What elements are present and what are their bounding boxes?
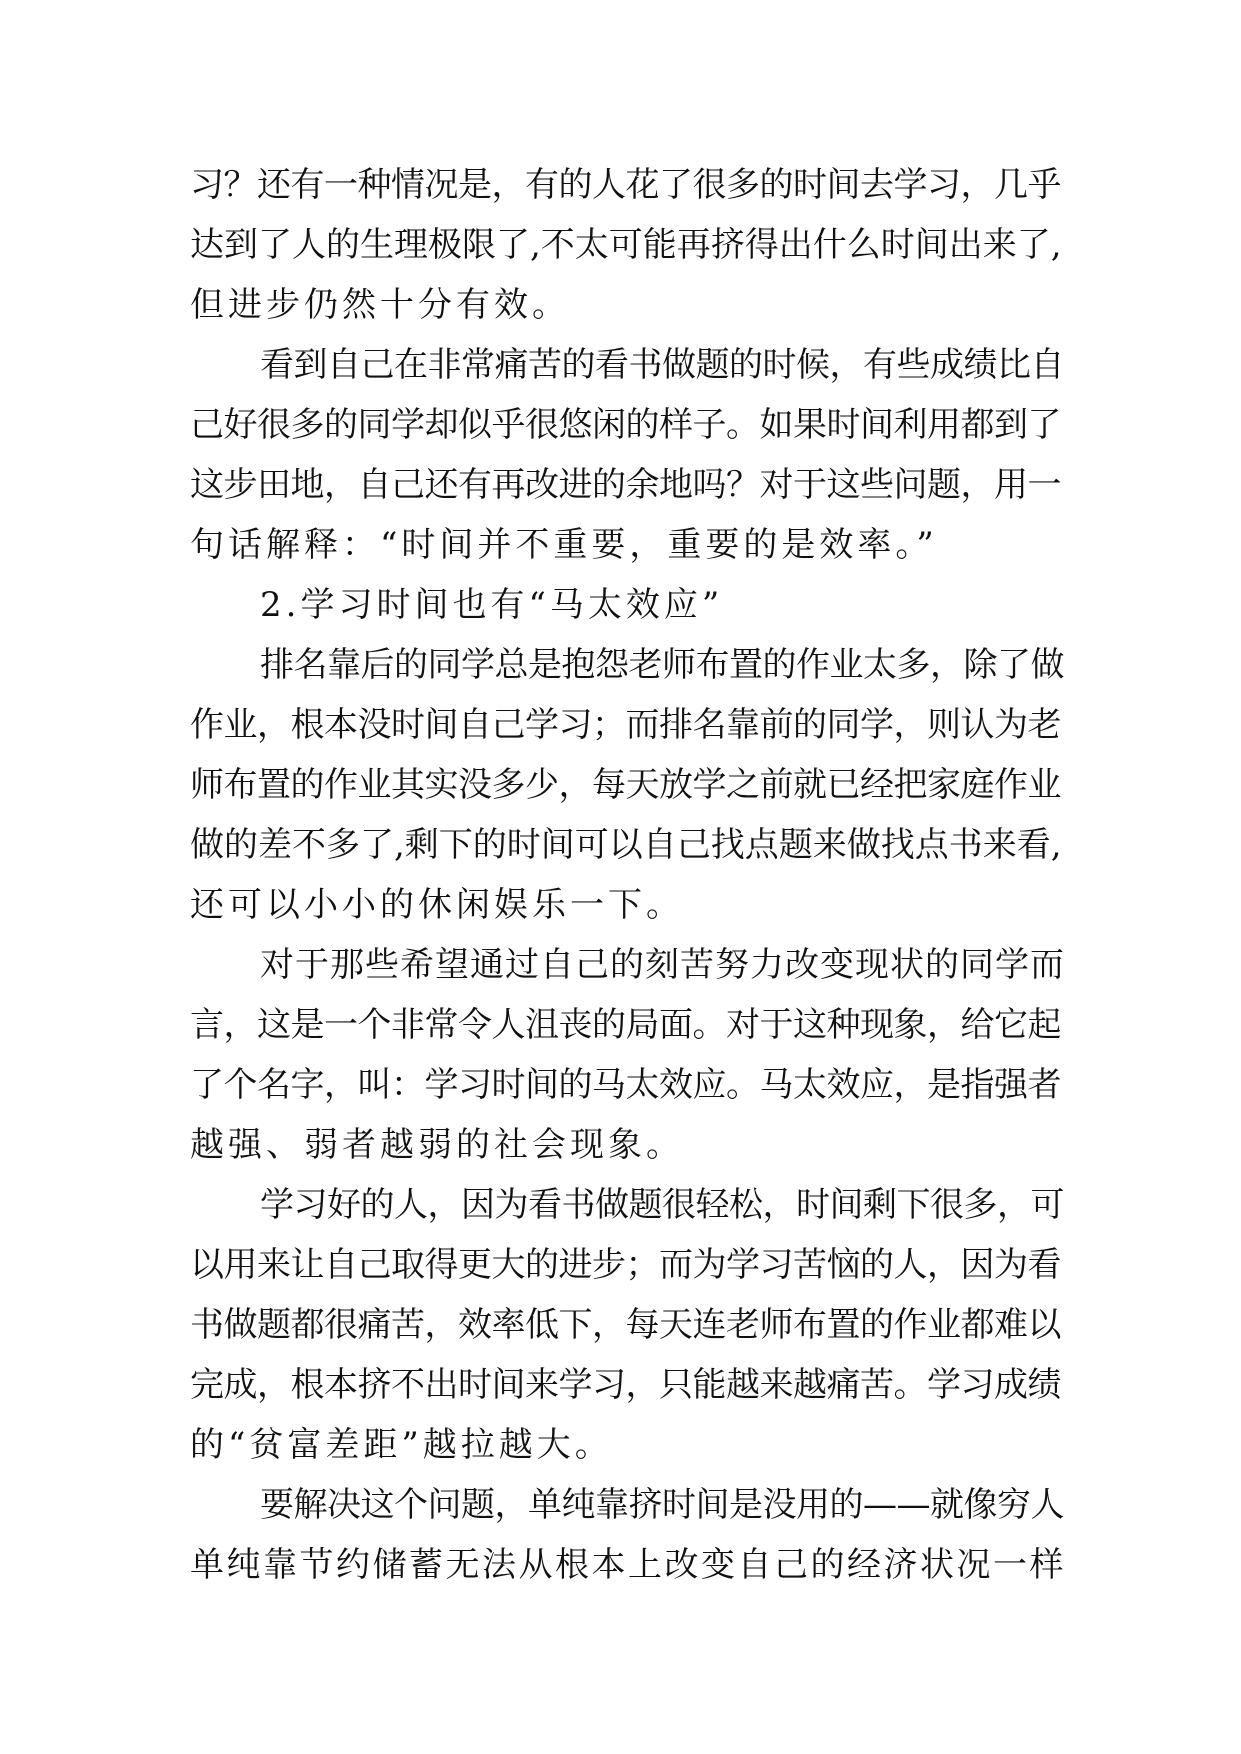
text-line: 作业，根本没时间自己学习；而排名靠前的同学，则认为老 [190,705,1061,745]
text-line: 的“贫富差距”越拉越大。 [190,1425,613,1465]
text-line: 越强、弱者越弱的社会现象。 [190,1125,684,1165]
text-line: 师布置的作业其实没多少，每天放学之前就已经把家庭作业 [190,765,1061,805]
text-line: 2.学习时间也有“马太效应” [260,585,724,625]
text-line: 习？还有一种情况是，有的人花了很多的时间去学习，几乎 [190,165,1061,205]
text-line: 完成，根本挤不出时间来学习，只能越来越痛苦。学习成绩 [190,1365,1061,1405]
text-line: 单纯靠节约储蓄无法从根本上改变自己的经济状况一样 [190,1545,1066,1585]
text-line: 做的差不多了,剩下的时间可以自己找点题来做找点书来看, [190,825,1062,865]
text-line: 看到自己在非常痛苦的看书做题的时候，有些成绩比自 [260,345,1064,385]
text-line: 了个名字，叫：学习时间的马太效应。马太效应，是指强者 [190,1065,1061,1105]
text-line: 书做题都很痛苦，效率低下，每天连老师布置的作业都难以 [190,1305,1061,1345]
body-text [190,155,1070,1595]
text-line: 句话解释：“时间并不重要，重要的是效率。” [190,525,938,565]
text-line: 这步田地，自己还有再改进的余地吗？对于这些问题，用一 [190,465,1061,505]
text-line: 以用来让自己取得更大的进步；而为学习苦恼的人，因为看 [190,1245,1061,1285]
text-line: 还可以小小的休闲娱乐一下。 [190,885,684,925]
text-line: 言，这是一个非常令人沮丧的局面。对于这种现象，给它起 [190,1005,1061,1045]
text-line: 排名靠后的同学总是抱怨老师布置的作业太多，除了做 [260,645,1064,685]
text-line: 但进步仍然十分有效。 [190,285,570,325]
text-line: 对于那些希望通过自己的刻苦努力改变现状的同学而 [260,945,1065,985]
text-line: 达到了人的生理极限了,不太可能再挤得出什么时间出来了, [190,225,1062,265]
text-line: 学习好的人，因为看书做题很轻松，时间剩下很多，可 [260,1185,1064,1225]
text-line: 要解决这个问题，单纯靠挤时间是没用的——就像穷人 [260,1485,1064,1525]
text-line: 己好很多的同学却似乎很悠闲的样子。如果时间利用都到了 [190,405,1061,445]
